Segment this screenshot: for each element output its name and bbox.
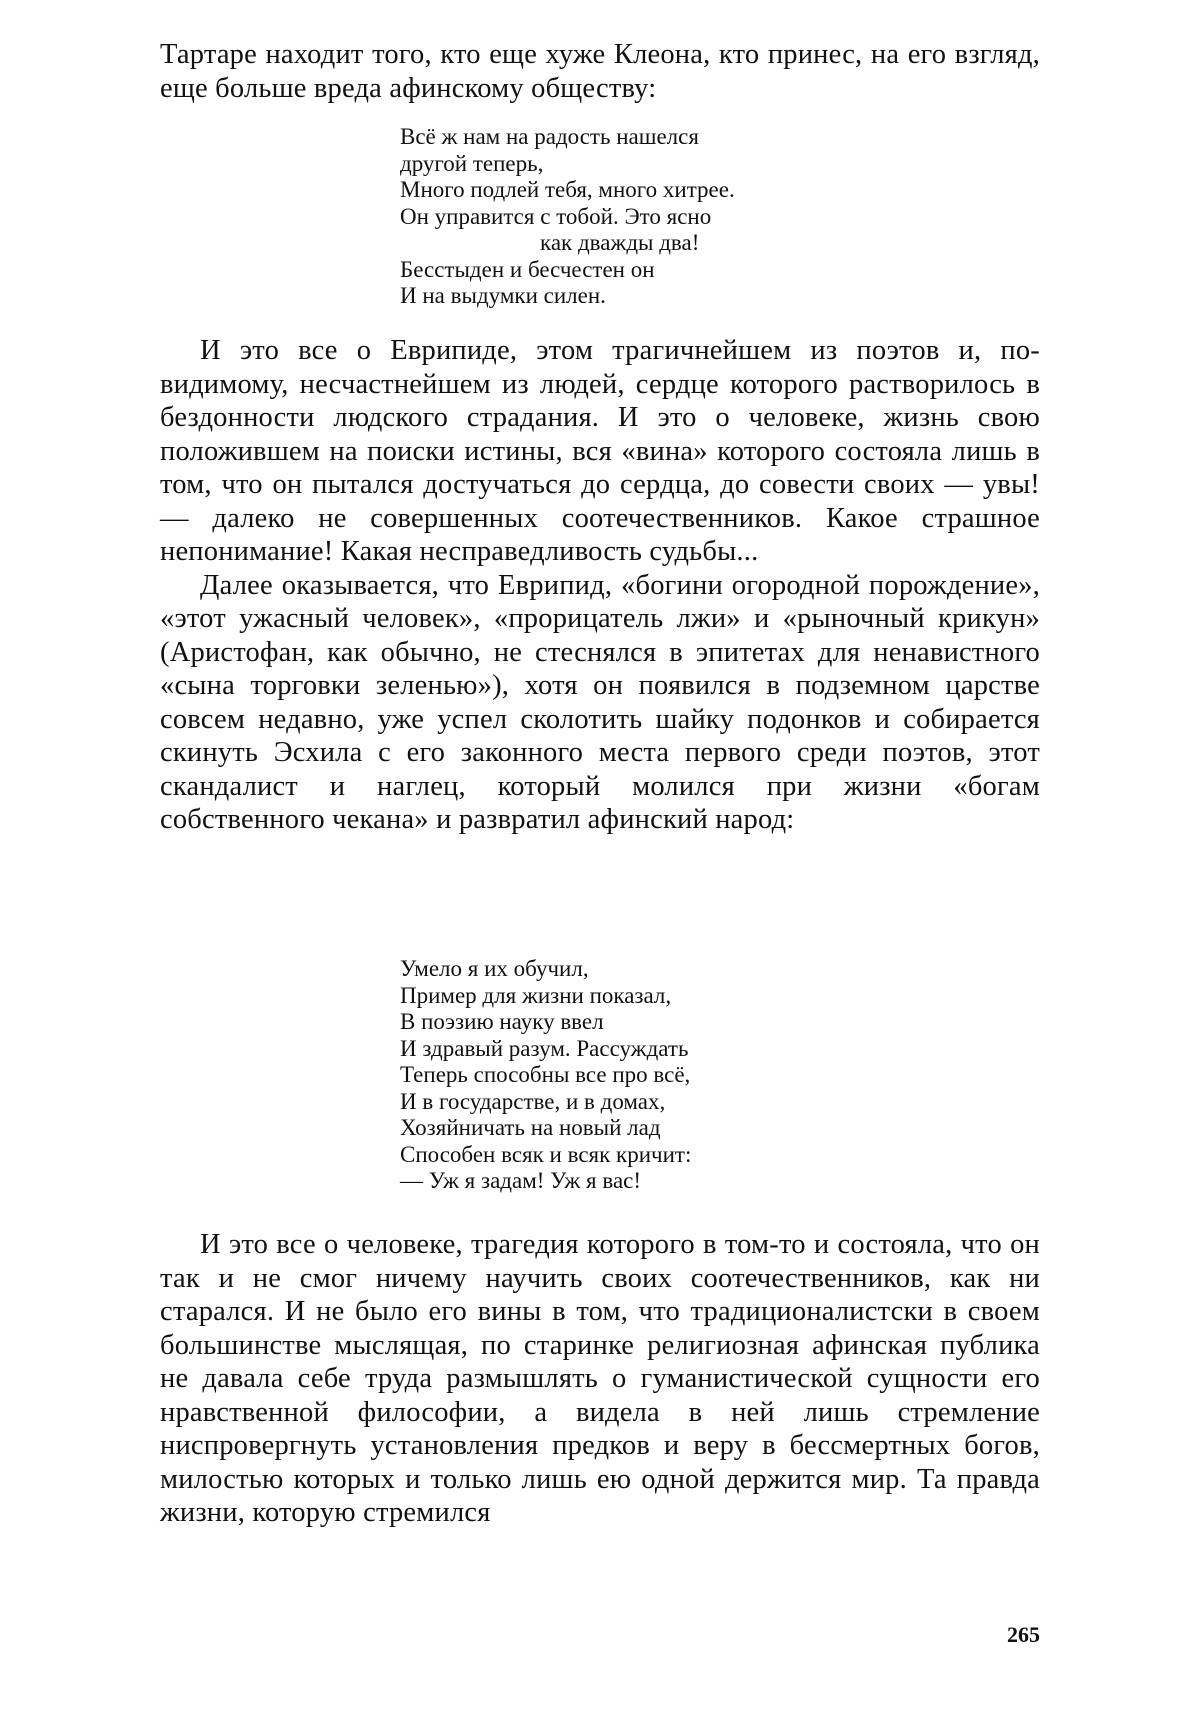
verse-line: Теперь способны все про всё,	[400, 1062, 691, 1087]
verse-quote-1	[400, 124, 900, 310]
paragraph: Далее оказывается, что Еврипид, «богини огородной порождение», «этот ужасный человек», «прорицатель лжи» и «рыночный крикун» (Аристофан, как обычно, не стеснялся в эпитетах для ненавистного «сына торговки зеленью»), хотя он появился в подземном царстве совсем недавно, уже успел сколотить шайку подонков и собирается скинуть Эсхила с его законного места первого среди поэтов, этот скандалист и наглец, который молился при жизни «богам собственного чекана» и развратил афинский народ:	[160, 569, 1040, 835]
verse-line: Хозяйничать на новый лад	[400, 1115, 661, 1140]
paragraph: Тартаре находит того, кто еще хуже Клеона, кто принес, на его взгляд, еще больше вреда афинскому обществу:	[160, 39, 1040, 104]
verse-line: В поэзию науку ввел	[400, 1009, 604, 1034]
verse-line: другой теперь,	[400, 150, 544, 176]
paragraph-block-bottom	[160, 1228, 1040, 1530]
verse-quote-2	[400, 956, 900, 1195]
verse-line: Много подлей тебя, много хитрее.	[400, 177, 735, 202]
verse-line: как дважды два!	[540, 230, 700, 255]
verse-line: И в государстве, и в домах,	[400, 1088, 666, 1114]
verse-line: Бесстыден и бесчестен он	[400, 256, 655, 282]
paragraph-block-top	[160, 38, 1040, 105]
page-number: 265	[1007, 1622, 1040, 1647]
verse-line: И здравый разум. Рассуждать	[400, 1035, 689, 1061]
verse-line: Он управится с тобой. Это ясно	[400, 203, 712, 229]
verse-line: Умело я их обучил,	[400, 956, 589, 981]
verse-line: Пример для жизни показал,	[400, 982, 672, 1008]
paragraph: И это все о Еврипиде, этом трагичнейшем из поэтов и, по-видимому, несчастнейшем из людей, сердце которого растворилось в бездонности людского страдания. И это о человеке, жизнь свою положившем на поиски истины, вся «вина» которого состояла лишь в том, что он пытался достучаться до сердца, до совести своих — увы! — далеко не совершенных соотечественников. Какое страшное непонимание! Какая несправедливость судьбы...	[160, 335, 1040, 567]
verse-line: Способен всяк и всяк кричит:	[400, 1141, 692, 1167]
verse-line: Всё ж нам на радость нашелся	[400, 124, 699, 149]
verse-line: — Уж я задам! Уж я вас!	[400, 1168, 642, 1193]
paragraph-block-middle	[160, 334, 1040, 837]
paragraph: И это все о человеке, трагедия которого в том-то и состояла, что он так и не смог ничему научить своих соотечественников, как ни старался. И не было его вины в том, что традиционалистски в своем большинстве мыслящая, по старинке религиозная афинская публика не давала себе труда размышлять о гуманистической сущности его нравственной философии, а видела в ней лишь стремление ниспровергнуть установления предков и веру в бессмертных богов, милостью которых и только лишь ею одной держится мир. Та правда жизни, которую стремился	[160, 1229, 1040, 1528]
verse-line: И на выдумки силен.	[400, 283, 606, 308]
